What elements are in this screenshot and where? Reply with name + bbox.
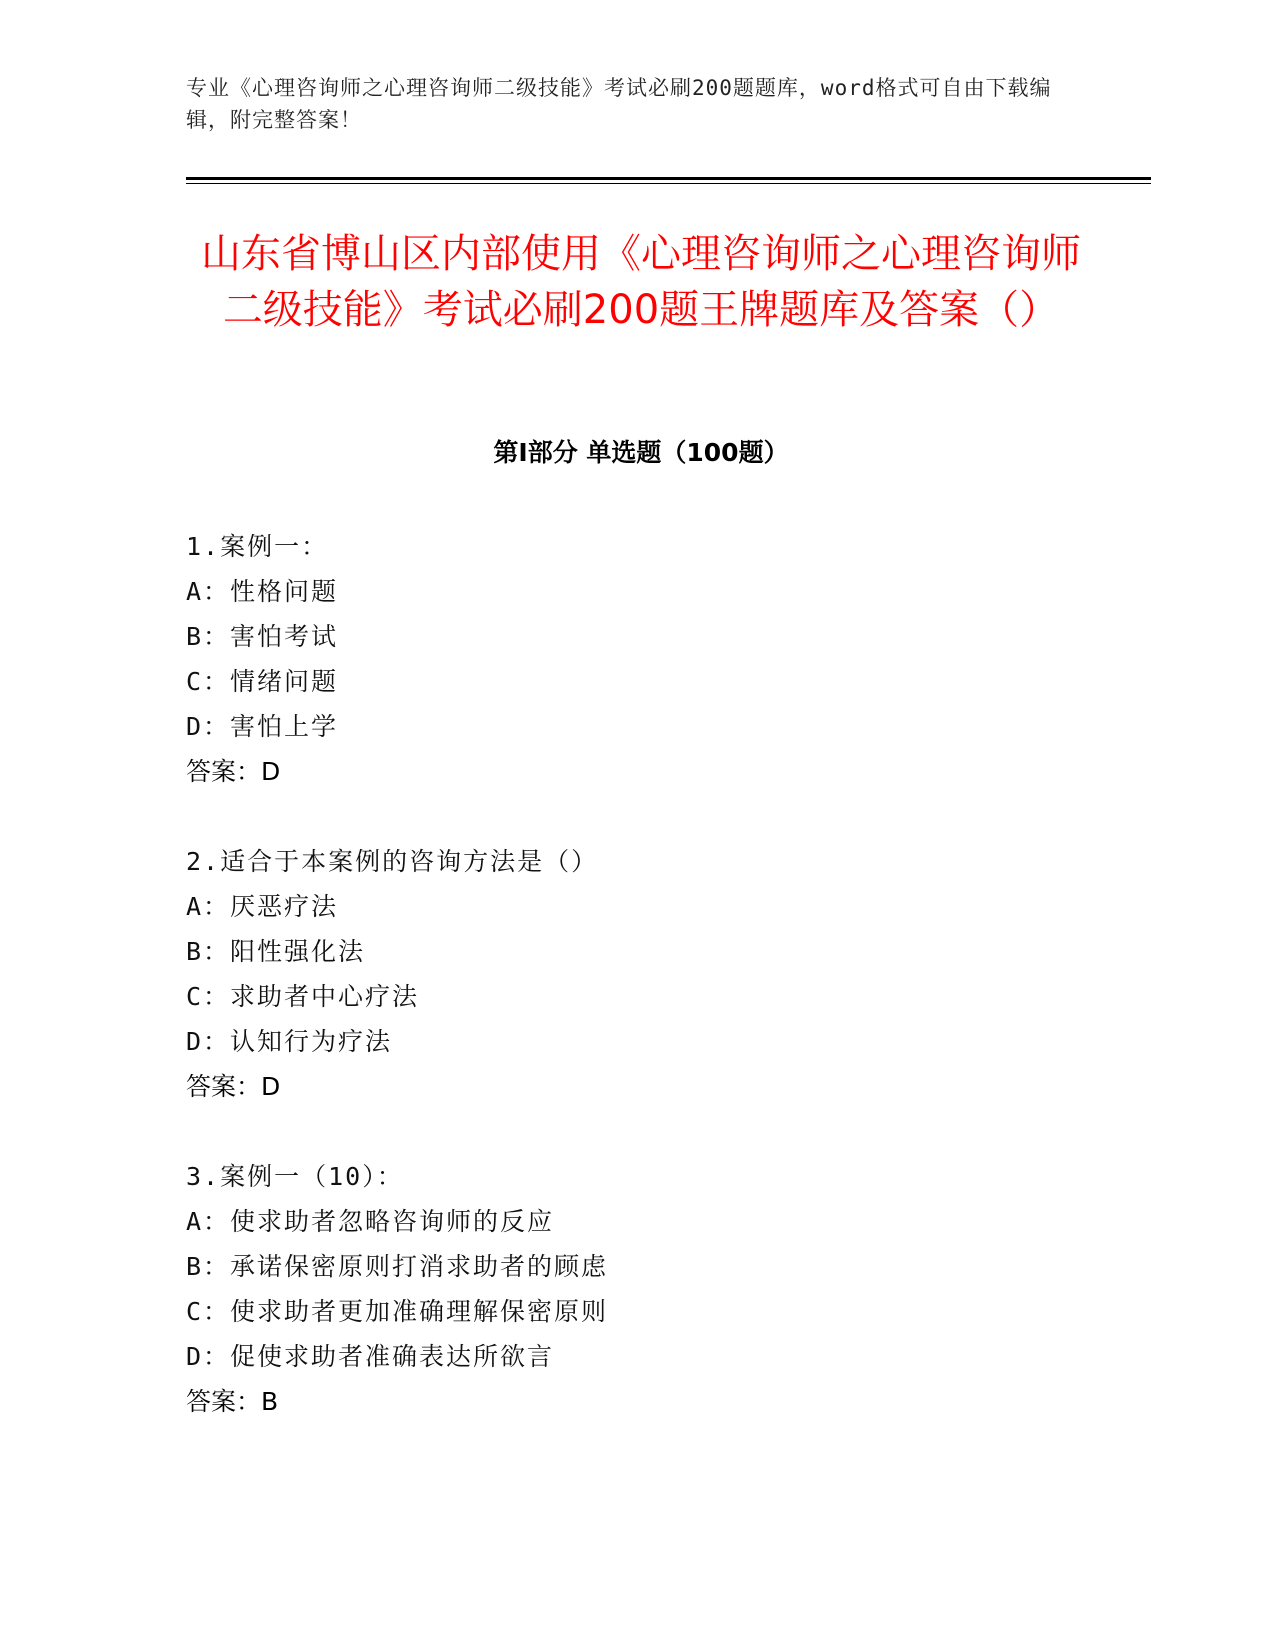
question-stem: 1.案例一： [186,532,329,561]
option-c: C：情绪问题 [186,667,339,696]
option-d: D：认知行为疗法 [186,1027,393,1056]
option-a: A：厌恶疗法 [186,892,339,921]
answer: 答案：D [186,757,281,786]
header-note: 专业《心理咨询师之心理咨询师二级技能》考试必刷200题题库，word格式可自由下载编辑，附完整答案！ [186,76,1052,132]
answer: 答案：B [186,1387,279,1416]
section-title: 第Ⅰ部分 单选题（100题） [493,438,789,467]
option-b: B：阳性强化法 [186,937,366,966]
question-2 [186,839,1086,1109]
option-c: C：求助者中心疗法 [186,982,420,1011]
option-c: C：使求助者更加准确理解保密原则 [186,1297,609,1326]
header-rule-thick [186,177,1151,180]
header-rule-thin [186,183,1151,184]
option-b: B：害怕考试 [186,622,339,651]
question-stem: 2.适合于本案例的咨询方法是（） [186,847,599,876]
question-1 [186,524,1086,794]
document-title: 山东省博山区内部使用《心理咨询师之心理咨询师二级技能》考试必刷200题王牌题库及答案（） [201,231,1081,333]
option-a: A：使求助者忽略咨询师的反应 [186,1207,555,1236]
option-b: B：承诺保密原则打消求助者的顾虑 [186,1252,609,1281]
question-list [186,524,1086,1469]
option-a: A：性格问题 [186,577,339,606]
question-stem: 3.案例一（10）： [186,1162,404,1191]
option-d: D：促使求助者准确表达所欲言 [186,1342,555,1371]
question-3 [186,1154,1086,1424]
option-d: D：害怕上学 [186,712,339,741]
answer: 答案：D [186,1072,281,1101]
